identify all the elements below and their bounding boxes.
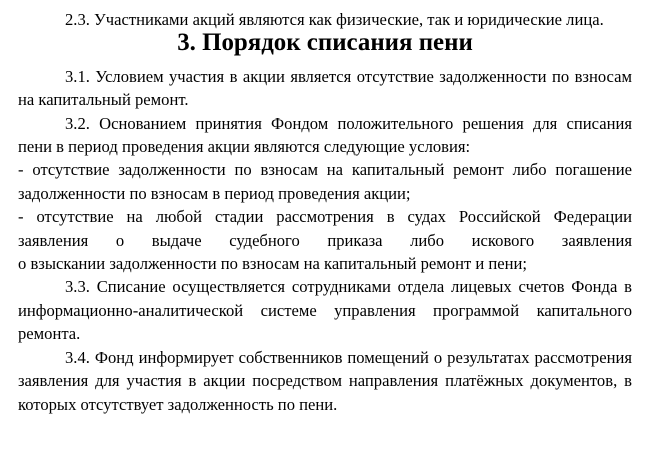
condition-item-2-line-3: о взыскании задолженности по взносам на капитальный ремонт и пени; (18, 254, 528, 274)
paragraph-3-3: 3.3. Списание осуществляется сотрудниками отдела лицевых счетов Фонда в информационно-аналитической системе управления программой капитального ремонта. (18, 277, 632, 344)
condition-item-1: - отсутствие задолженности по взносам на капитальный ремонт либо погашение задолженности по взносам в период проведения акции; (18, 160, 632, 203)
paragraph-3-2: 3.2. Основанием принятия Фондом положительного решения для списания пени в период проведения акции являются следующие условия: (18, 113, 632, 157)
condition-item-2-line-1: - отсутствие на любой стадии рассмотрения в судах Российской Федерации (18, 207, 632, 227)
paragraph-2-3: 2.3. Участниками акций являются как физические, так и юридические лица. (65, 10, 604, 29)
paragraph-3-1: 3.1. Условием участия в акции является отсутствие задолженности по взносам на капитальный ремонт. (18, 66, 632, 110)
condition-item-2 (18, 205, 632, 275)
section-heading: 3. Порядок списания пени (177, 29, 473, 57)
document-page (18, 8, 632, 416)
paragraph-3-4: 3.4. Фонд информирует собственников помещений о результатах рассмотрения заявления для участия в акции посредством направления платёжных документов, в которых отсутствует задолженность по пени. (18, 347, 632, 414)
condition-item-2-line-2: заявления о выдаче судебного приказа либо искового заявления (18, 230, 632, 250)
